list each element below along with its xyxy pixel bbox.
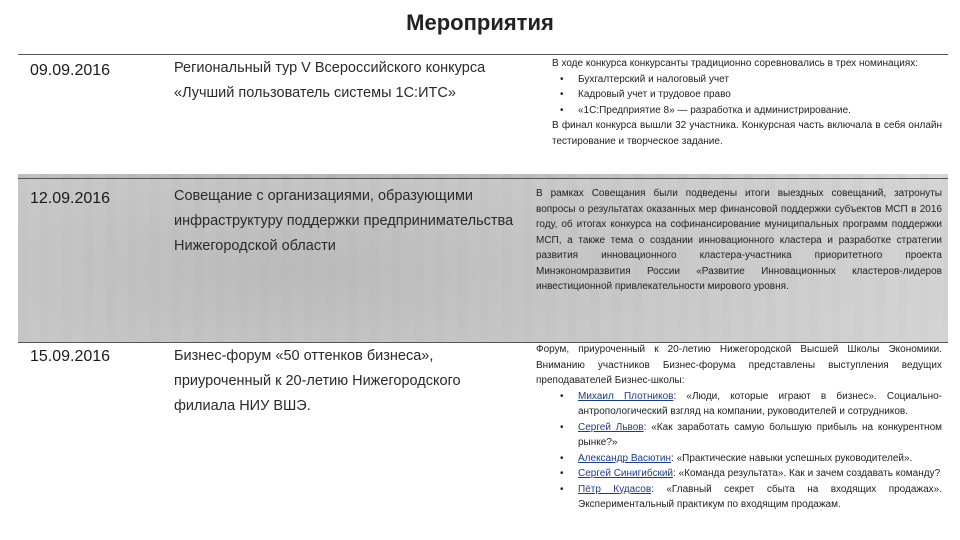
speaker-list bbox=[532, 389, 942, 513]
list-item: • Сергей Львов: «Как заработать самую большую прибыль на конкурентном рынке?» bbox=[560, 421, 943, 448]
list-item: • Михаил Плотников: «Люди, которые играют в бизнес». Социально-антропологический взгляд на компании, руководителей и сотрудников. bbox=[560, 390, 942, 417]
bullet-icon: • bbox=[560, 468, 564, 479]
speaker-link[interactable]: Сергей Синигибский bbox=[578, 468, 674, 479]
description-text: В рамках Совещания были подведены итоги выездных совещаний, затронуты вопросы о результатах оказанных мер финансовой поддержки субъектов МСП в 2016 году, об итогах конкурса на софинансирование муниципальных программ поддержки МСП, а также тема о создании инновационного кластера и разработке стратегии развития инновационного кластера-участника приоритетного проекта Минэкономразвития России «Развитие Инновационных кластеров-лидеров инвестиционной привлекательности мирового уровня. bbox=[536, 188, 942, 292]
speaker-link[interactable]: Александр Васютин bbox=[578, 452, 672, 464]
list-item: • Бухгалтерский и налоговый учет bbox=[578, 72, 942, 88]
event-description bbox=[532, 186, 942, 295]
speaker-link[interactable]: Сергей Львов bbox=[578, 421, 644, 433]
list-item: • Кадровый учет и трудовое право bbox=[578, 87, 942, 103]
event-date: 12.09.2016 bbox=[30, 190, 111, 207]
description-intro: Форум, приуроченный к 20-летию Нижегородской Высшей Школы Экономики. Вниманию участников Бизнес-форума представлены выступления ведущих преподавателей Бизнес-школы: bbox=[536, 344, 942, 386]
event-description bbox=[532, 56, 942, 149]
bullet-icon: • bbox=[560, 483, 564, 495]
table-divider bbox=[18, 54, 948, 55]
bullet-icon: • bbox=[560, 452, 564, 464]
event-date: 09.09.2016 bbox=[30, 62, 111, 79]
event-row-1 bbox=[18, 54, 948, 174]
list-item: • Александр Васютин: «Практические навыки успешных руководителей». bbox=[578, 451, 942, 467]
bullet-icon: • bbox=[560, 73, 564, 85]
description-outro: В финал конкурса вышли 32 участника. Конкурсная часть включала в себя онлайн тестирование и творческое задание. bbox=[552, 120, 942, 147]
event-title: Совещание с организациями, образующими инфраструктуру поддержки предпринимательства Нижегородской области bbox=[174, 188, 514, 254]
event-description bbox=[532, 342, 942, 513]
bullet-icon: • bbox=[560, 421, 564, 433]
table-divider bbox=[18, 178, 948, 179]
table-divider bbox=[18, 342, 948, 343]
speaker-link[interactable]: Пётр Кудасов bbox=[578, 483, 652, 495]
bullet-icon: • bbox=[560, 89, 564, 100]
nomination-list bbox=[532, 72, 942, 119]
event-row-3 bbox=[18, 342, 948, 524]
list-item: • Пётр Кудасов: «Главный секрет сбыта на входящих продажах». Экспериментальный практикум по входящим продажам. bbox=[560, 483, 942, 510]
event-row-2 bbox=[18, 178, 948, 342]
event-date: 15.09.2016 bbox=[30, 348, 111, 365]
page-title: Мероприятия bbox=[406, 10, 554, 35]
bullet-icon: • bbox=[560, 104, 564, 116]
event-title: Бизнес-форум «50 оттенков бизнеса», приуроченный к 20-летию Нижегородского филиала НИУ ВШЭ. bbox=[174, 348, 461, 414]
list-item: • «1С:Предприятие 8» — разработка и администрирование. bbox=[578, 103, 942, 119]
event-title: Региональный тур V Всероссийского конкурса «Лучший пользователь системы 1С:ИТС» bbox=[174, 60, 486, 101]
list-item: • Сергей Синигибский: «Команда результата». Как и зачем создавать команду? bbox=[578, 466, 942, 482]
bullet-icon: • bbox=[560, 390, 564, 402]
speaker-link[interactable]: Михаил Плотников bbox=[578, 390, 674, 402]
description-intro: В ходе конкурса конкурсанты традиционно соревновались в трех номинациях: bbox=[552, 58, 919, 69]
